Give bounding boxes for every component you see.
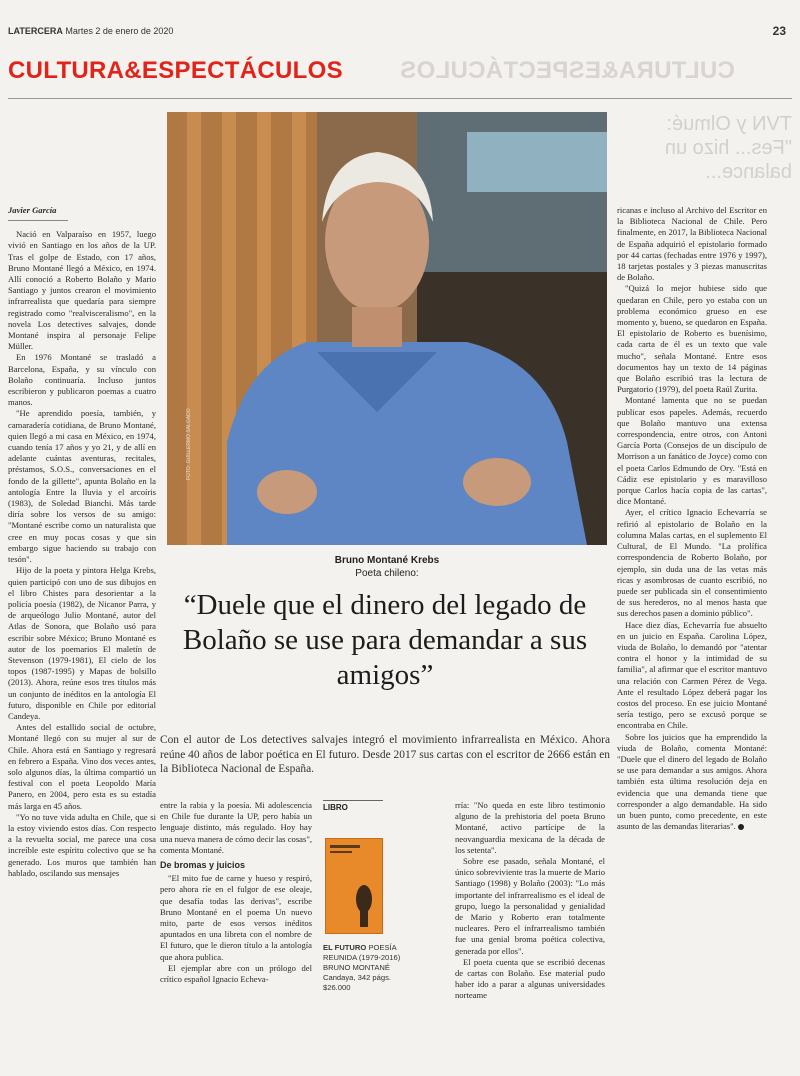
paragraph: ricanas e incluso al Archivo del Escritor en la Biblioteca Nacional de Chile. Pero finalmente, en 2017, la Biblioteca Nacional de España adquirió el epistolario formado por 44 cartas (fechadas entre 1976 y 1997), 18 tarjetas postales y 3 piezas manuscritas de Bolaño. <box>617 205 767 283</box>
portrait-photo <box>167 112 607 545</box>
section-title: CULTURA&ESPECTÁCULOS <box>8 57 343 84</box>
end-of-article-icon <box>738 824 744 830</box>
paragraph: "He aprendido poesía, también, y camaradería cotidiana, de Bruno Montané, quien llegó a mi casa en México, en 1974, cuando tenía 17 años y yo 21, y de allí en adelante cuántas aventuras, recitales, préstamos, S.O.S., conversaciones en el fondo de la gillette", apunta Bolaño en la antología Entre la lluvia y el arcoíris (1983), de Soledad Bianchi. Más tarde diría sobre los versos de su amigo: "Montané escribe como un naturalista que cree en muy pocas cosas y que sin embargo sigue haciendo su trabajo con tesón". <box>8 408 156 565</box>
paragraph: En 1976 Montané se trasladó a Barcelona, España, y su vínculo con Bolaño continuaría. Incluso juntos escribieron y publicaron poemas a cuatro manos. <box>8 352 156 408</box>
issue-date: Martes 2 de enero de 2020 <box>65 26 174 36</box>
article-column-1 <box>8 205 156 1065</box>
paragraph: "El mito fue de carne y hueso y respiró, pero ahora ríe en el fulgor de ese oleaje, que desafía todas las derivas", escribe Bruno Montané en el poema Un nuevo mito, parte de esos versos inéditos apuntados en una libreta con el nombre de El futuro, que le dieron título a la antología que ahora publica. <box>160 873 312 962</box>
book-publisher: Candaya, 342 págs. <box>323 973 391 982</box>
paragraph: Nació en Valparaíso en 1957, luego vivió en Santiago en los años de la UP. Tras el golpe de Estado, con 17 años, Bruno Montané llegó a México, en 1974. Allí conoció a Roberto Bolaño y Mario Santiago y juntos crearon el movimiento infrarrealista que quedaría para siempre registrado como "realvisceralismo", en la novela Los detectives salvajes, donde Montané inspira al personaje Felipe Müller. <box>8 229 156 352</box>
article-column-2 <box>160 800 312 1070</box>
section-title-bleedthrough: CULTURA&ESPECTÁCULOS <box>400 57 735 84</box>
paragraph: Antes del estallido social de octubre, Montané llegó con su mujer al sur de Chile. Ahora está en Santiago y regresará en febrero a España. Vino dos veces antes, solo algunos días, la última compartió un festival con el poeta Leopoldo María Panero, en 2004, pero esta es su estadía más larga en 45 años. <box>8 722 156 811</box>
paragraph: "Quizá lo mejor hubiese sido que quedaran en Chile, pero yo estaba con un problema económico grueso en ese momento y, bueno, se quedaron en España. El epistolario de Roberto es buenísimo, cada carta de él es un texto que vale mucho", señala Montané. Entre esos documentos hay un texto de 14 páginas que Bolaño escribió tras la lectura de Purgatorio (1979), del poeta Raúl Zurita. <box>617 283 767 395</box>
newspaper-brand: LATERCERA <box>8 26 63 36</box>
photo-credit: FOTO: GUILLERMO SALGADO <box>186 408 192 480</box>
paragraph: Ayer, el crítico Ignacio Echevarría se refirió al epistolario de Bolaño en la columna Malas cartas, en el suplemento El Cultural, de El Mundo. "La prolífica correspondencia de Roberto Bolaño, por ejemplo, sin duda una de las vetas más ricas y asombrosas de cuanto escribió, no puede ser publicada sin el consentimiento de sus herederos, no al menos hasta que sus derechos pasen a dominio público". <box>617 507 767 619</box>
book-title: EL FUTURO <box>323 943 367 952</box>
paragraph: Sobre ese pasado, señala Montané, el único sobreviviente tras la muerte de Mario Santiago (1998) y Bolaño (2003): "Lo más importante del infrarrealismo es el ideal de grupo, luego la personalidad y genialidad de Mario y Roberto eran totalmente nucleares. Pero el infrarrealismo también fue una genial broma poética colectiva, generada por ellos". <box>455 856 605 956</box>
paragraph: "Yo no tuve vida adulta en Chile, que si la estoy viviendo estos días. Con respecto a la revuelta social, me parece una cosa increíble este espíritu colectivo que se ha generado. Los muros que también han hablado, oscilando sus mensajes <box>8 811 156 878</box>
libro-label: LIBRO <box>323 803 348 812</box>
subhead: De bromas y juicios <box>160 860 246 871</box>
bleedthrough-text: TVN y Olmué: "Fes... hizo un balance... <box>664 113 792 183</box>
page-folio <box>8 26 792 40</box>
paragraph: Hijo de la poeta y pintora Helga Krebs, quien participó con uno de sus dibujos en el libro Chistes para desorientar a la policía poesía (1982), de Nicanor Parra, y de arqueólogo Julio Montané, autor del Atlas de Sonora, que Bolaño usó para escribir sobre México; Bruno Montané es autor de los poemarios El maletín de Stevenson (1979-1981), El cielo de los topos (1987-1995) y Mapas de bolsillo (2013). Ahora, reúne esos tres títulos más un conjunto de inéditos en la antología El futuro, disponible en Chile por editorial Candeya. <box>8 565 156 721</box>
book-cover <box>325 838 383 934</box>
book-author: BRUNO MONTANÉ <box>323 963 390 972</box>
portrait-illustration <box>167 112 607 545</box>
headline: “Duele que el dinero del legado de Bolaño se use para demandar a sus amigos” <box>182 589 588 691</box>
paragraph: Montané lamenta que no se puedan publicar esos papeles. Además, recuerdo que Bolaño mantuvo una extensa correspondencia, entre otros, con Antoni García Porta (Consejos de un discípulo de Morrison a un fanático de Joyce) como con el poeta Carlos Edmundo de Ory. "Está en Cádiz ese epistolario y es maravilloso porque Carlos hacía copia de las cartas", dice Montané. <box>617 395 767 507</box>
caption-name: Bruno Montané Krebs <box>334 555 440 566</box>
book-info <box>323 943 403 993</box>
paragraph: El poeta cuenta que se escribió decenas de cartas con Bolaño. Ese material pudo haber ido a parar a algunas universidades norteame <box>455 956 605 1001</box>
paragraph <box>617 732 767 833</box>
deck: Con el autor de Los detectives salvajes integró el movimiento infrarrealista en México. Ahora reúne 40 años de labor poética en El futuro. Desde 2017 sus cartas con el escritor de 2666 están en la Biblioteca Nacional de España. <box>160 734 610 775</box>
article-column-4 <box>617 205 767 1070</box>
paragraph-text: Sobre los juicios que ha emprendido la viuda de Bolaño, comenta Montané: "Duele que el dinero del legado de Bolaño se use para demandar a sus amigos. Ahora también esta última resolución deja en evidencia que una demanda tiene que corresponder a algo demandable. Ha sido un buen punto, como precedente, en este asunto de las demandas literarias". <box>617 731 767 832</box>
article-column-3 <box>455 800 605 1070</box>
book-price: $26.000 <box>323 983 351 992</box>
section-rule <box>8 98 792 99</box>
book-cover-art <box>326 839 384 935</box>
libro-rule <box>323 800 383 801</box>
paragraph: rría: "No queda en este libro testimonio alguno de la prehistoria del poeta Bruno Montané, activo partícipe de la neovanguardia mexicana de la década de los setenta". <box>455 800 605 855</box>
page-number: 23 <box>772 24 786 38</box>
paragraph: El ejemplar abre con un prólogo del crítico español Ignacio Echeva- <box>160 962 312 985</box>
caption-role: Poeta chileno: <box>355 568 419 579</box>
byline: Javier García <box>8 205 68 221</box>
paragraph: entre la rabia y la poesía. Mi adolescencia en Chile fue durante la UP, pero había un lenguaje distinto, más regulado. Hoy hay una nueva manera de cómo decir las cosas", comenta Montané. <box>160 800 312 855</box>
paragraph: Hace diez días, Echevarría fue absuelto en un juicio en España. Carolina López, viuda de Bolaño, lo demandó por "atentar contra el honor y la intimidad de su familia", al afirmar que el escritor mantuvo una relación con Carmen Pérez de Vega. Ante el resultado López deberá pagar los costos del proceso. En ese juicio Montané sería testigo, pero se excusó porque se encontraba en Chile. <box>617 619 767 731</box>
book-genre: POESÍA REUNIDA (1979-2016) <box>323 943 401 962</box>
